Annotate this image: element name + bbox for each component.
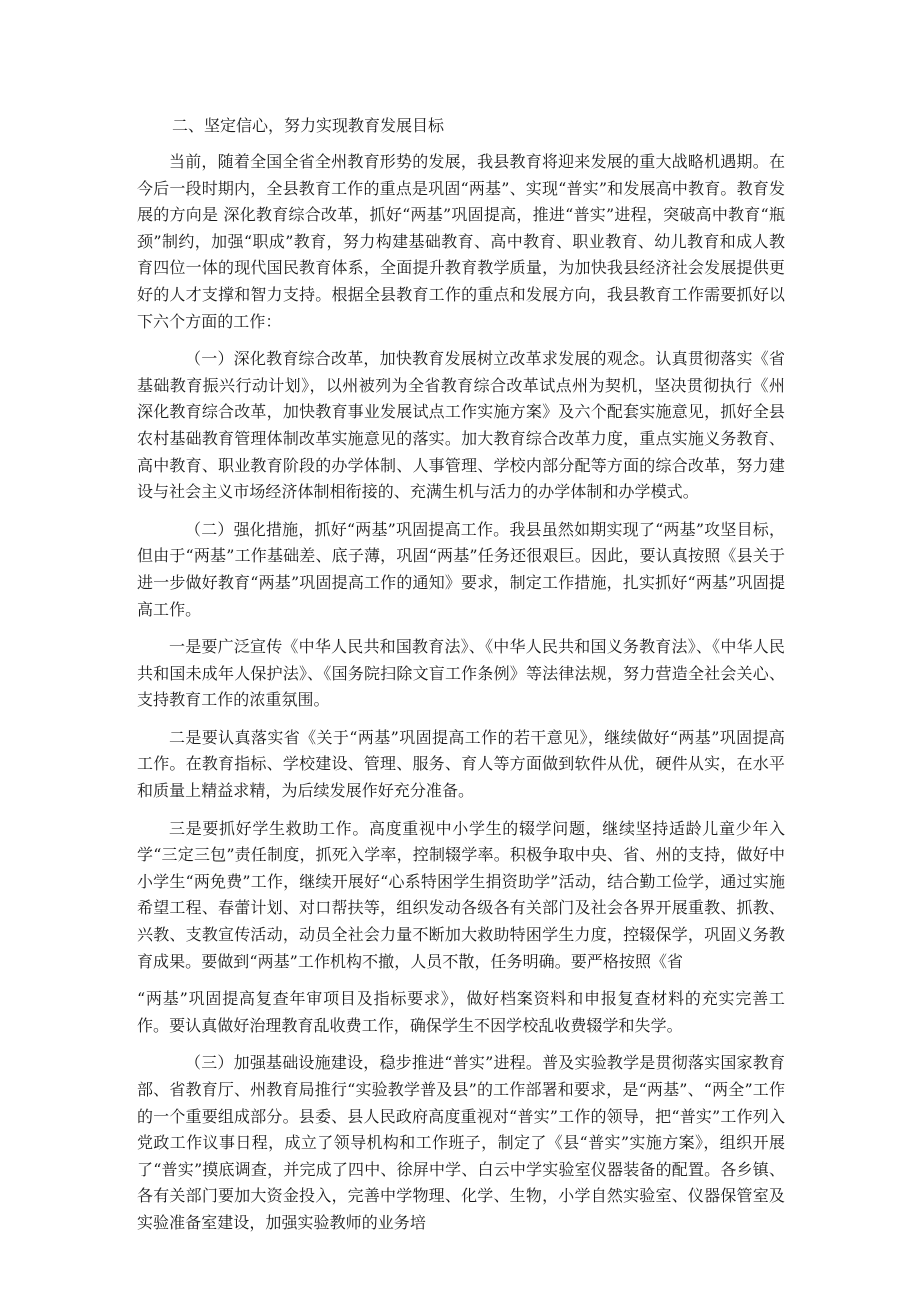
document-page [137,113,785,1248]
paragraph-point-2: 二是要认真落实省《关于“两基”巩固提高工作的若干意见》，继续做好“两基”巩固提高工作。在教育指标、学校建设、管理、服务、育人等方面做到软件从优，硬件从实，在水平和质量上精益求精，为后续发展作好充分准备。 [137,727,785,801]
paragraph-item-3: （三）加强基础设施建设，稳步推进“普实”进程。普及实验教学是贯彻落实国家教育部、省教育厅、州教育局推行“实验教学普及县”的工作部署和要求，是“两基”、“两全”工作的一个重要组成部分。县委、县人民政府高度重视对“普实”工作的领导，把“普实”工作列入党政工作议事日程，成立了领导机构和工作班子，制定了《县“普实”实施方案》，组织开展了“普实”摸底调查，并完成了四中、徐屏中学、白云中学实验室仪器装备的配置。各乡镇、各有关部门要加大资金投入，完善中学物理、化学、生物，小学自然实验室、仪器保管室及实验准备室建设，加强实验教师的业务培 [137,1053,785,1232]
paragraph-intro: 当前，随着全国全省全州教育形势的发展，我县教育将迎来发展的重大战略机遇期。在今后一段时期内，全县教育工作的重点是巩固“两基”、实现“普实”和发展高中教育。教育发展的方向是 深化教育综合改革，抓好“两基”巩固提高，推进“普实”进程，突破高中教育“瓶颈”制约，加强“职成”教育，努力构建基础教育、高中教育、职业教育、幼儿教育和成人教育四位一体的现代国民教育体系，全面提升教育教学质量，为加快我县经济社会发展提供更好的人才支撑和智力支持。根据全县教育工作的重点和发展方向，我县教育工作需要抓好以下六个方面的工作： [137,152,785,331]
paragraph-item-2: （二）强化措施，抓好“两基”巩固提高工作。我县虽然如期实现了“两基”攻坚目标，但由于“两基”工作基础差、底子薄，巩固“两基”任务还很艰巨。因此，要认真按照《县关于进一步做好教育“两基”巩固提高工作的通知》要求，制定工作措施，扎实抓好“两基”巩固提高工作。 [137,519,785,619]
section-heading: 二、坚定信心，努力实现教育发展目标 [172,116,445,135]
paragraph-point-1: 一是要广泛宣传《中华人民共和国教育法》、《中华人民共和国义务教育法》、《中华人民共和国未成年人保护法》、《国务院扫除文盲工作条例》等法律法规，努力营造全社会关心、支持教育工作的浓重氛围。 [137,637,785,710]
paragraph-point-3: 三是要抓好学生救助工作。高度重视中小学生的辍学问题，继续坚持适龄儿童少年入学“三定三包”责任制度，抓死入学率，控制辍学率。积极争取中央、省、州的支持，做好中小学生“两免费”工作，继续开展好“心系特困学生捐资助学”活动，结合勤工俭学，通过实施希望工程、春蕾计划、对口帮扶等，组织发动各级各有关部门及社会各界开展重教、抓教、兴教、支教宣传活动，动员全社会力量不断加大救助特困学生力度，控辍保学，巩固义务教育成果。要做到“两基”工作机构不撤，人员不散，任务明确。要严格按照《省 [137,818,785,971]
paragraph-continuation: “两基”巩固提高复查年审项目及指标要求》，做好档案资料和申报复查材料的充实完善工作。要认真做好治理教育乱收费工作，确保学生不因学校乱收费辍学和失学。 [137,989,785,1035]
paragraph-item-1: （一）深化教育综合改革，加快教育发展树立改革求发展的观念。认真贯彻落实《省基础教育振兴行动计划》，以州被列为全省教育综合改革试点州为契机，坚决贯彻执行《州深化教育综合改革，加快教育事业发展试点工作实施方案》及六个配套实施意见，抓好全县农村基础教育管理体制改革实施意见的落实。加大教育综合改革力度，重点实施义务教育、高中教育、职业教育阶段的办学体制、人事管理、学校内部分配等方面的综合改革，努力建设与社会主义市场经济体制相衔接的、充满生机与活力的办学体制和办学模式。 [137,349,785,502]
